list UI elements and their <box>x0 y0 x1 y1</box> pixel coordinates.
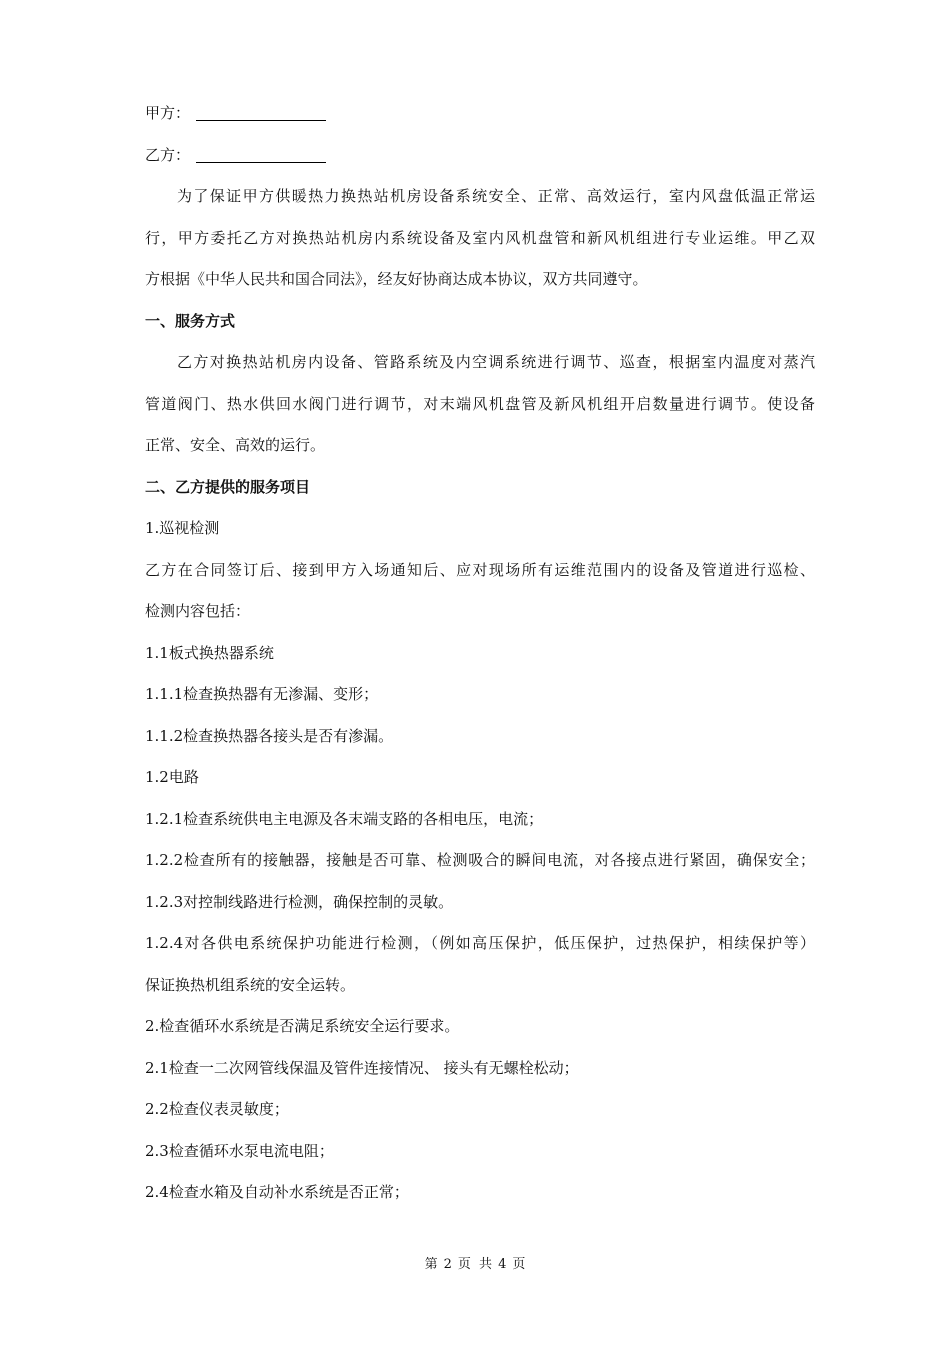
list-item: 1.1.2检查换热器各接头是否有渗漏。 <box>145 727 394 745</box>
party-b-label: 乙方： <box>145 146 191 164</box>
intro-line: 为了保证甲方供暖热力换热站机房设备系统安全、正常、高效运行，室内风盘低温正常运 <box>177 187 815 205</box>
section-heading: 二、乙方提供的服务项目 <box>145 478 311 496</box>
party-b-blank <box>196 146 326 163</box>
party-a-blank <box>196 104 326 121</box>
footer-current-page: 2 <box>443 1257 452 1272</box>
intro-line: 方根据《中华人民共和国合同法》，经友好协商达成本协议，双方共同遵守。 <box>145 270 648 288</box>
list-item: 2.1检查一二次网管线保温及管件连接情况、 接头有无螺栓松动； <box>145 1059 579 1077</box>
intro-line: 行，甲方委托乙方对换热站机房内系统设备及室内风机盘管和新风机组进行专业运维。甲乙双 <box>145 229 815 247</box>
list-item: 1.2.2检查所有的接触器，接触是否可靠、检测吸合的瞬间电流，对各接点进行紧固，确保安全； <box>145 851 815 869</box>
section-line: 乙方在合同签订后、接到甲方入场通知后、应对现场所有运维范围内的设备及管道进行巡检、 <box>145 561 815 579</box>
list-item: 2.3检查循环水泵电流电阻； <box>145 1142 334 1160</box>
subsection-title: 1.巡视检测 <box>145 519 220 537</box>
list-item: 2.4检查水箱及自动补水系统是否正常； <box>145 1183 409 1201</box>
footer-prefix: 第 <box>424 1257 438 1272</box>
party-a-row <box>145 103 815 123</box>
footer-total-pages: 4 <box>498 1257 507 1272</box>
list-item: 2.2检查仪表灵敏度； <box>145 1100 289 1118</box>
list-item: 1.2.3对控制线路进行检测，确保控制的灵敏。 <box>145 893 454 911</box>
list-item: 1.2.1检查系统供电主电源及各末端支路的各相电压，电流； <box>145 810 544 828</box>
section-line: 检测内容包括： <box>145 602 251 620</box>
party-a-label: 甲方： <box>145 104 191 122</box>
list-item: 保证换热机组系统的安全运转。 <box>145 976 356 994</box>
list-item: 1.2.4对各供电系统保护功能进行检测，（例如高压保护，低压保护，过热保护，相续保护等） <box>145 934 815 952</box>
party-b-row <box>145 145 815 165</box>
footer-middle: 页 共 <box>457 1257 493 1272</box>
section-line: 乙方对换热站机房内设备、管路系统及内空调系统进行调节、巡查，根据室内温度对蒸汽 <box>177 353 815 371</box>
list-item: 1.2电路 <box>145 768 199 786</box>
section-line: 正常、安全、高效的运行。 <box>145 436 326 454</box>
list-item: 2.检查循环水系统是否满足系统安全运行要求。 <box>145 1017 460 1035</box>
section-heading: 一、服务方式 <box>145 312 236 330</box>
page-footer <box>0 1256 950 1274</box>
list-item: 1.1板式换热器系统 <box>145 644 274 662</box>
footer-suffix: 页 <box>512 1257 526 1272</box>
list-item: 1.1.1检查换热器有无渗漏、变形； <box>145 685 379 703</box>
section-line: 管道阀门、热水供回水阀门进行调节，对末端风机盘管及新风机组开启数量进行调节。使设备 <box>145 395 815 413</box>
